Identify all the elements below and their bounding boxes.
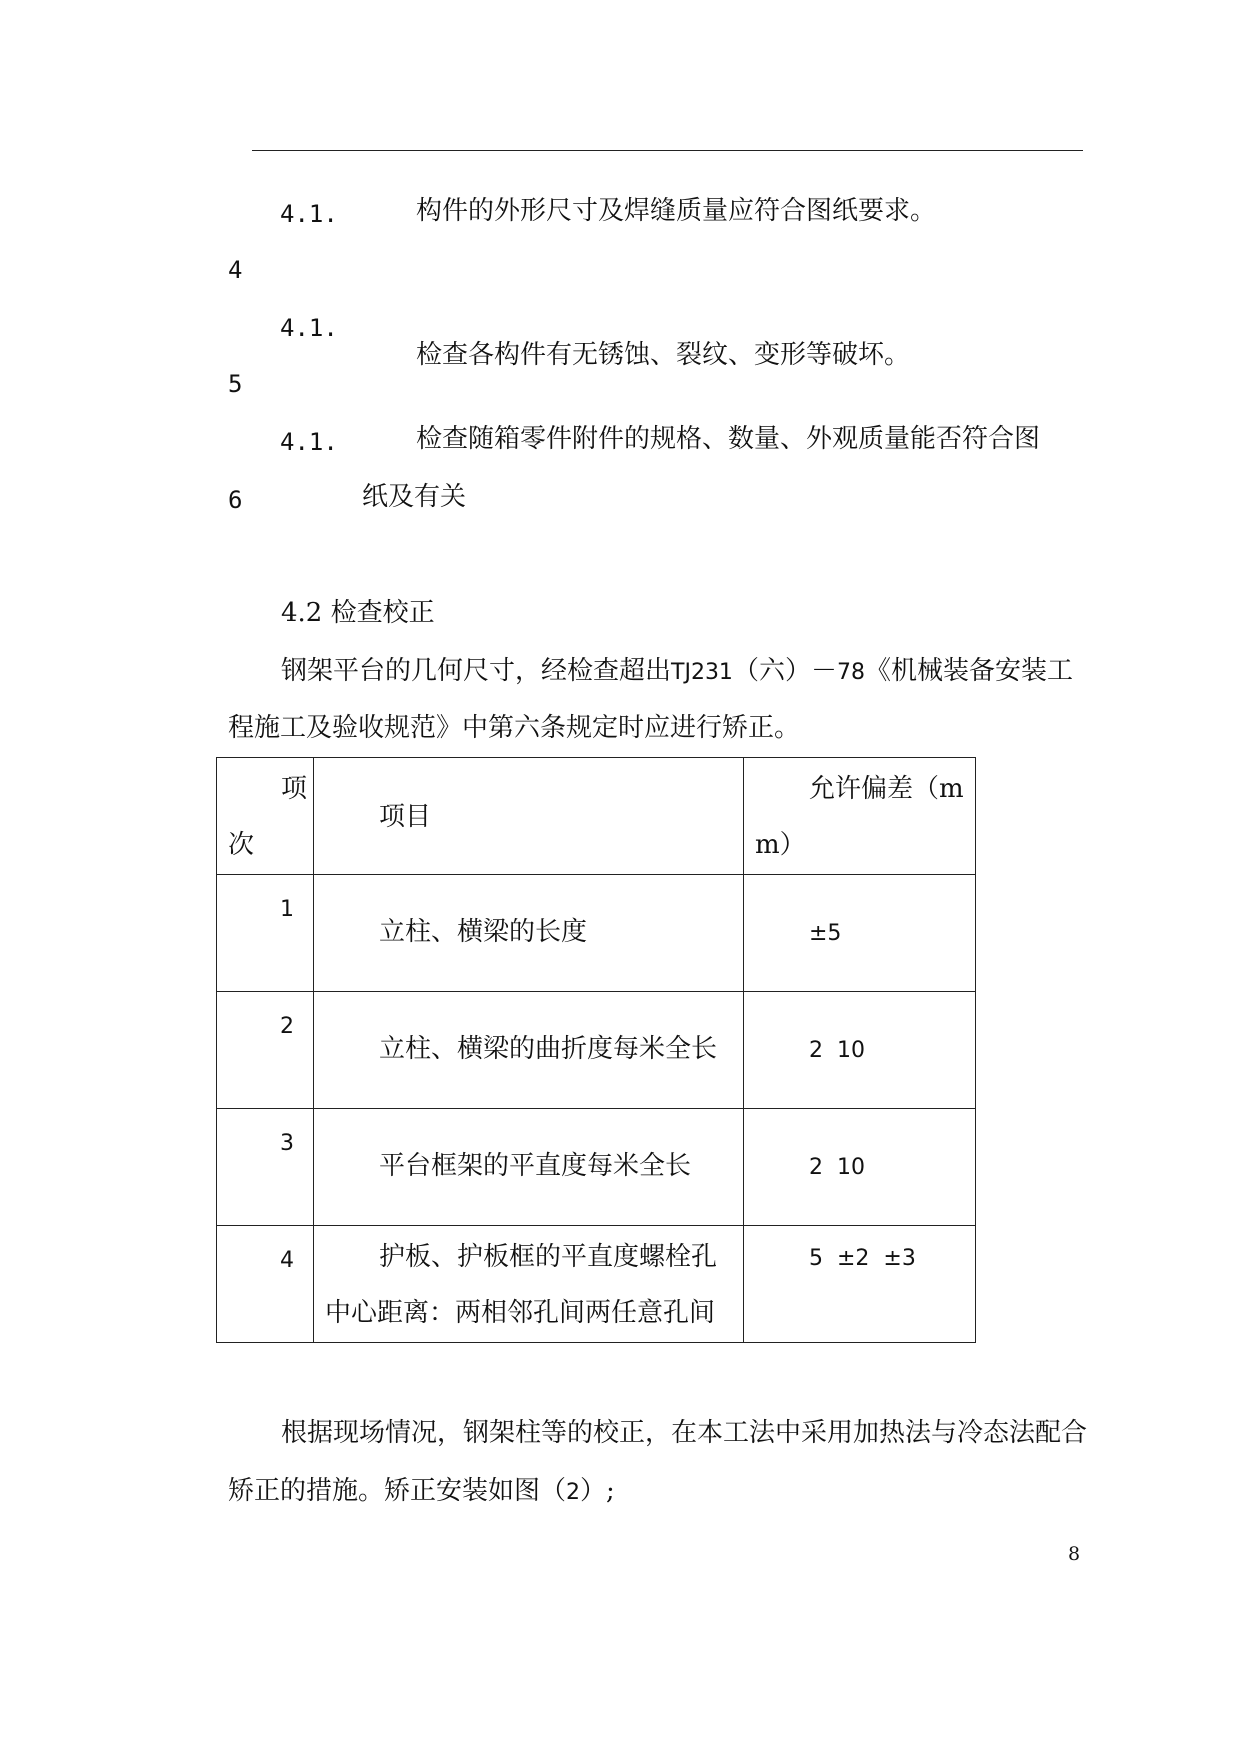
row-index: 3 [280, 1131, 294, 1156]
row-index: 2 [280, 1014, 294, 1039]
para-code: TJ231 [671, 660, 733, 685]
item-text-line2: 纸及有关 [362, 482, 467, 512]
header-tolerance-bottom: m） [755, 830, 806, 860]
header-tolerance-top: 允许偏差（m [809, 774, 964, 804]
header-index-bottom: 次 [228, 830, 255, 860]
para-text: 钢架平台的几何尺寸，经检查超出 [281, 656, 672, 686]
row-item-line1: 护板、护板框的平直度螺栓孔 [379, 1242, 718, 1272]
row-item-line2: 中心距离：两相邻孔间两任意孔间 [325, 1298, 716, 1328]
row-index: 1 [280, 897, 294, 922]
para-num: 78 [836, 660, 865, 685]
row-tolerance: 2 10 [809, 1038, 865, 1063]
para-tail: 《机械装备安装工 [864, 656, 1073, 686]
header-item: 项目 [379, 802, 432, 832]
row-item: 平台框架的平直度每米全长 [379, 1151, 692, 1181]
item-text: 检查各构件有无锈蚀、裂纹、变形等破坏。 [416, 340, 911, 370]
page-number: 8 [1068, 1543, 1081, 1565]
row-item: 立柱、横梁的曲折度每米全长 [379, 1034, 718, 1064]
closing-text-b: ）; [580, 1476, 615, 1506]
item-number-b: 5 [228, 370, 243, 398]
section-paragraph-line2: 程施工及验收规范》中第六条规定时应进行矫正。 [228, 713, 801, 743]
table-row [217, 1226, 976, 1343]
item-number-a: 4.1. [280, 428, 338, 456]
closing-line1: 根据现场情况，钢架柱等的校正，在本工法中采用加热法与冷态法配合 [281, 1418, 1088, 1448]
closing-figure-number: 2 [566, 1480, 581, 1505]
section-heading: 4.2 检查校正 [281, 598, 435, 628]
row-tolerance: 2 10 [809, 1155, 865, 1180]
header-rule [252, 150, 1083, 151]
closing-text-a: 矫正的措施。矫正安装如图（ [228, 1476, 567, 1506]
item-number-a: 4.1. [280, 200, 338, 228]
table-row [217, 992, 976, 1109]
table-row [217, 1109, 976, 1226]
header-index-top: 项 [281, 774, 308, 804]
item-number-a: 4.1. [280, 314, 338, 342]
item-number-b: 6 [228, 486, 243, 514]
closing-line2 [228, 1478, 615, 1504]
item-number-b: 4 [228, 256, 243, 284]
item-text-line1: 检查随箱零件附件的规格、数量、外观质量能否符合图 [416, 424, 1041, 454]
table-row [217, 875, 976, 992]
section-paragraph-line1 [281, 658, 1073, 684]
header-item-cell [314, 758, 744, 875]
row-tolerance: 5 ±2 ±3 [809, 1246, 916, 1271]
row-index: 4 [280, 1248, 294, 1273]
header-tolerance-cell [744, 758, 976, 875]
header-index-cell [217, 758, 314, 875]
para-mid: （六）－ [732, 656, 837, 686]
item-text: 构件的外形尺寸及焊缝质量应符合图纸要求。 [416, 196, 937, 226]
row-tolerance: ±5 [809, 921, 842, 946]
table-header-row [217, 758, 976, 875]
row-item: 立柱、横梁的长度 [379, 917, 588, 947]
tolerance-table [216, 757, 976, 1343]
